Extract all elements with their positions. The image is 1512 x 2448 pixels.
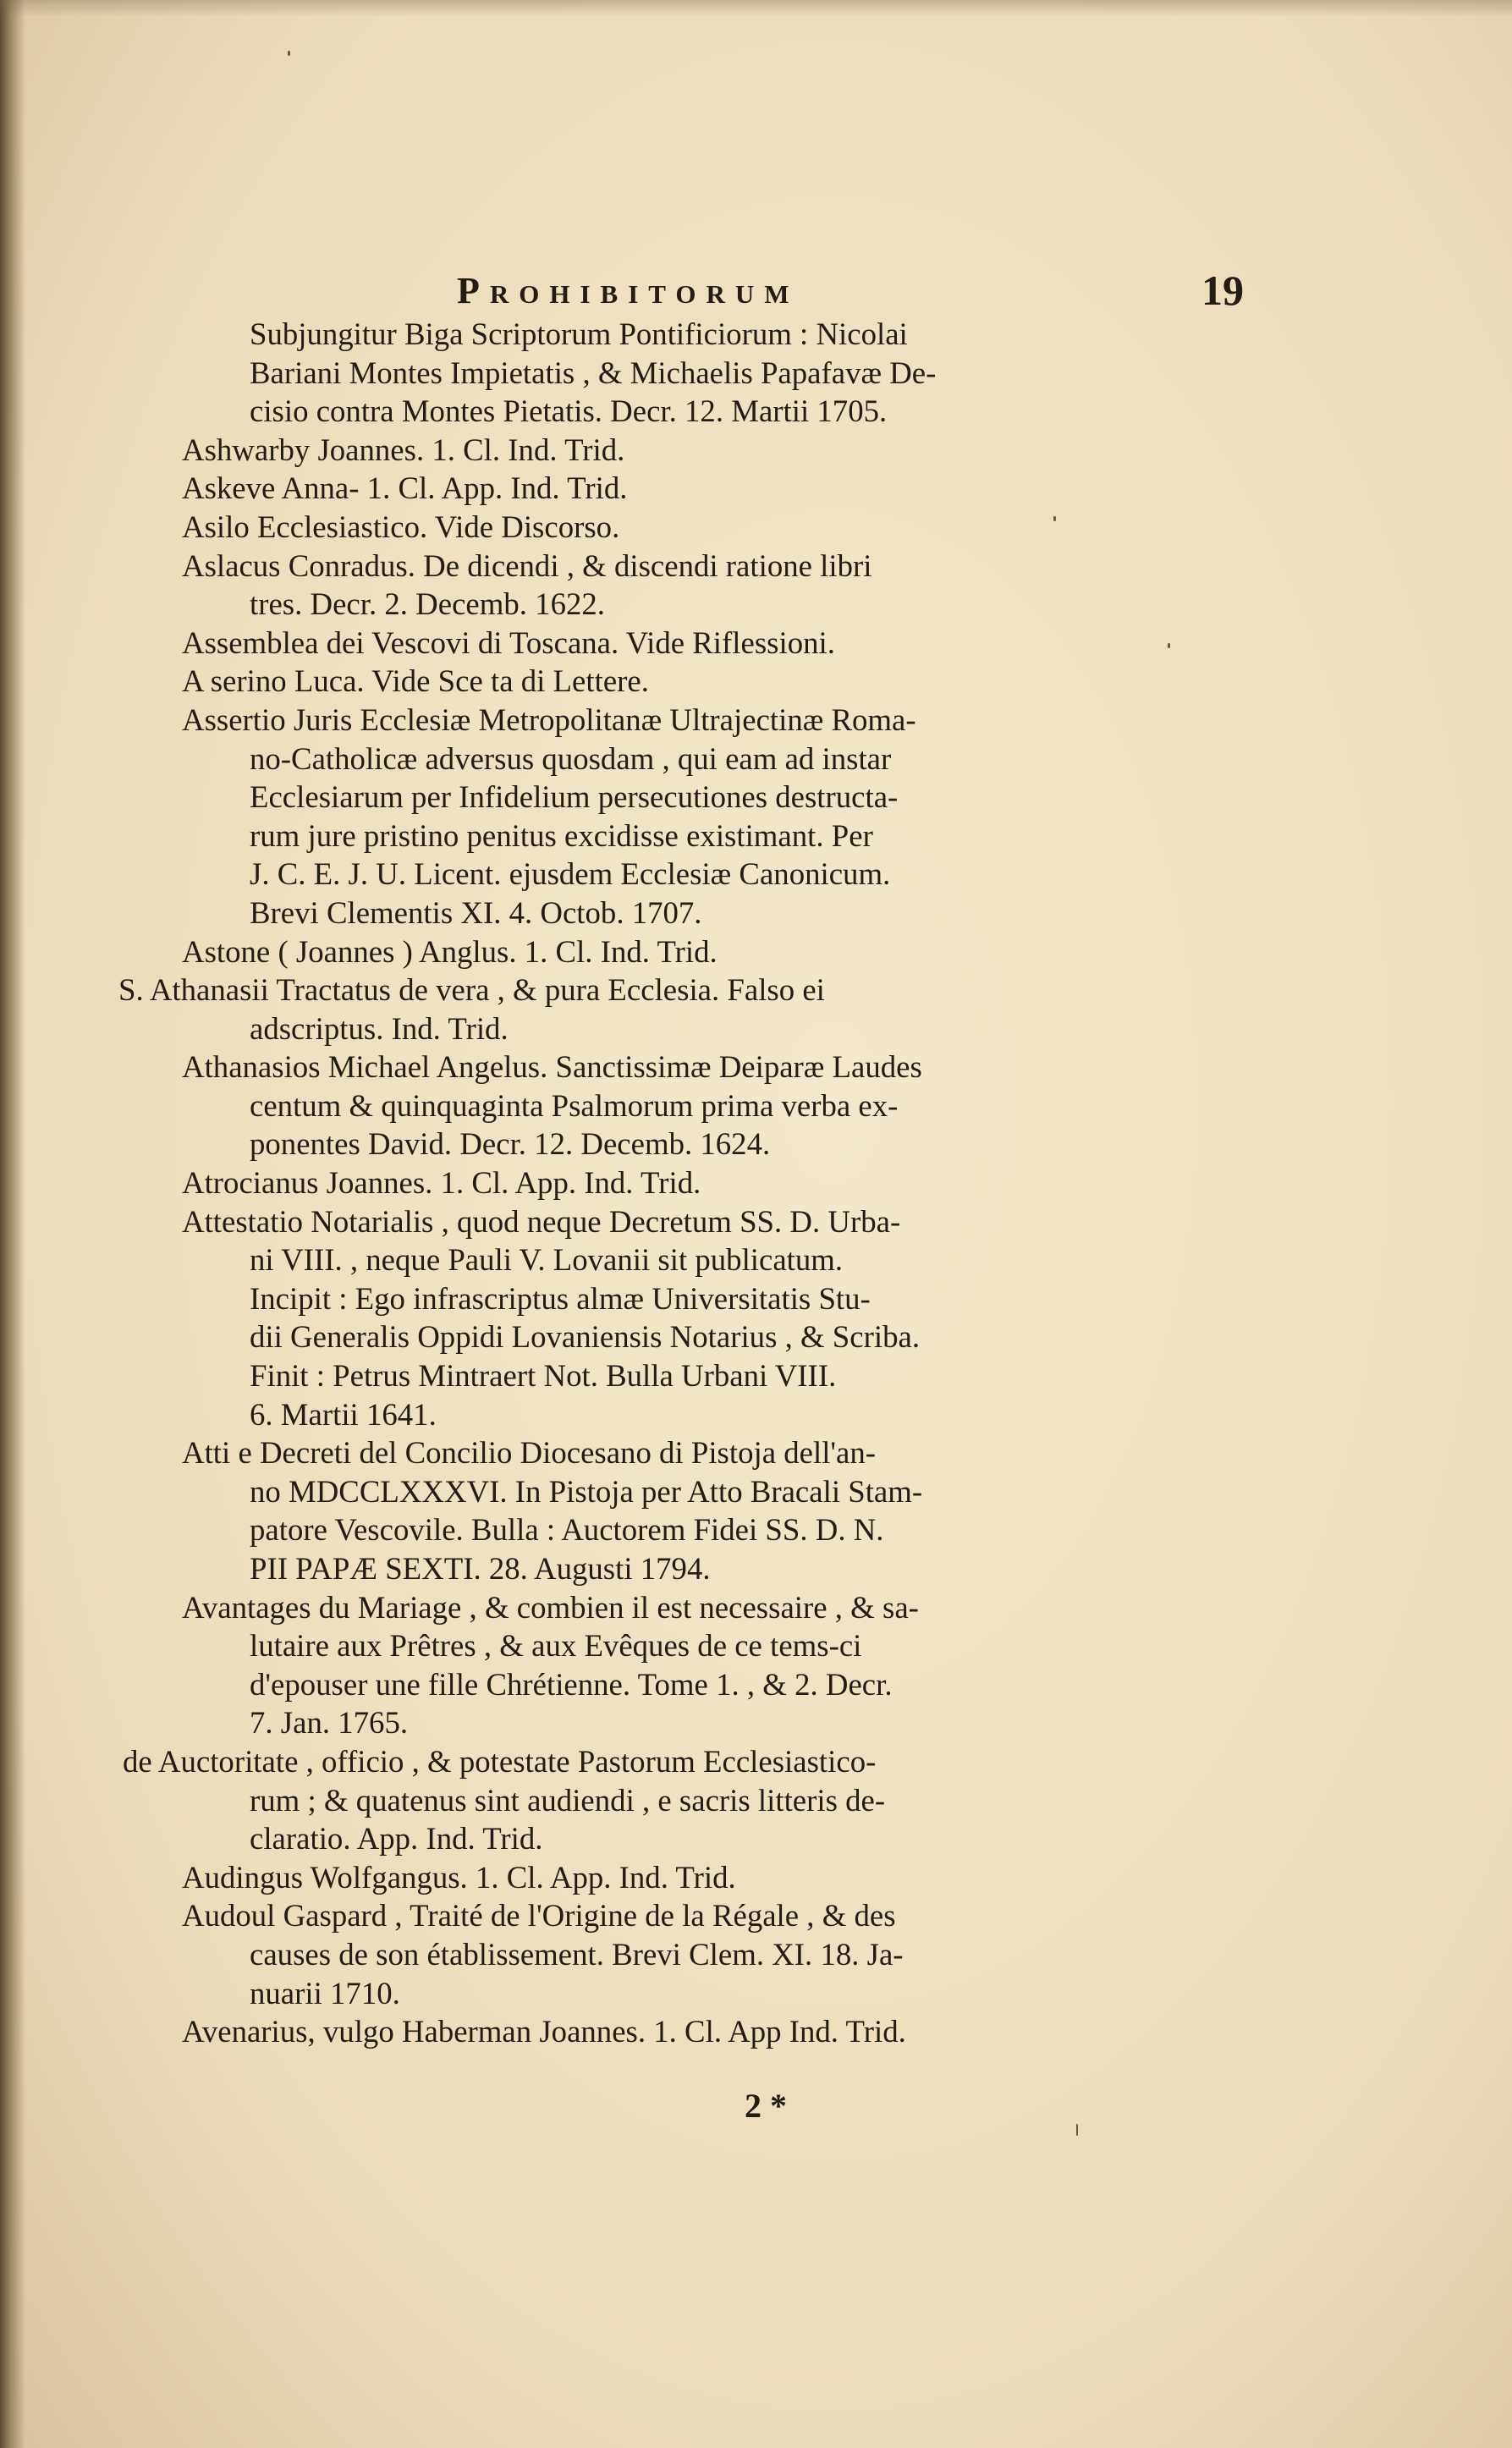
entry-line: patore Vescovile. Bulla : Auctorem Fidei SS. D. N.	[250, 1512, 884, 1548]
index-entry	[169, 1202, 1197, 1434]
index-entry	[169, 1588, 1197, 1742]
entry-line: de Auctoritate , officio , & potestate Pastorum Ecclesiastico-	[123, 1743, 877, 1779]
entry-line: ponentes David. Decr. 12. Decemb. 1624.	[250, 1126, 771, 1162]
entry-line: no-Catholicæ adversus quosdam , qui eam ad instar	[250, 740, 892, 776]
entry-line: Incipit : Ego infrascriptus almæ Universitatis Stu-	[250, 1280, 871, 1316]
paper-speck	[1168, 643, 1170, 648]
entry-line: tres. Decr. 2. Decemb. 1622.	[250, 586, 605, 622]
paper-speck	[1053, 516, 1056, 521]
index-entry	[169, 662, 1197, 701]
entry-line: rum ; & quatenus sint audiendi , e sacris litteris de-	[250, 1782, 886, 1818]
index-entry	[169, 469, 1197, 508]
entry-line: J. C. E. J. U. Licent. ejusdem Ecclesiæ Canonicum.	[250, 856, 891, 892]
entry-line: cisio contra Montes Pietatis. Decr. 12. Martii 1705.	[250, 393, 888, 429]
entry-line: d'epouser une fille Chrétienne. Tome 1. , & 2. Decr.	[250, 1666, 893, 1702]
entry-line: Subjungitur Biga Scriptorum Pontificiorum : Nicolai	[250, 316, 908, 351]
entry-line: nuarii 1710.	[250, 1975, 400, 2011]
entry-line: Avenarius, vulgo Haberman Joannes. 1. Cl. App Ind. Trid.	[182, 2014, 906, 2049]
entry-line: Atti e Decreti del Concilio Diocesano di Pistoja dell'an-	[182, 1435, 877, 1471]
index-entry	[169, 1433, 1197, 1587]
entry-line: rum jure pristino penitus excidisse existimant. Per	[250, 817, 873, 853]
entry-line: Assertio Juris Ecclesiæ Metropolitanæ Ultrajectinæ Roma-	[182, 701, 916, 737]
index-entry	[169, 508, 1197, 547]
index-entry	[169, 1896, 1197, 2012]
index-entries	[118, 315, 1197, 2051]
entry-line: A serino Luca. Vide Sce ta di Lettere.	[182, 663, 649, 699]
index-entry	[169, 2012, 1197, 2051]
entry-line: adscriptus. Ind. Trid.	[250, 1010, 509, 1046]
entry-line: no MDCCLXXXVI. In Pistoja per Atto Bracali Stam-	[250, 1473, 923, 1509]
page-header	[457, 269, 1244, 316]
entry-line: 6. Martii 1641.	[250, 1396, 437, 1432]
entry-line: Asilo Ecclesiastico. Vide Discorso.	[182, 509, 620, 544]
index-entry	[169, 701, 1197, 932]
index-entry	[118, 971, 1197, 1048]
paper-speck	[288, 51, 290, 56]
entry-line: Assemblea dei Vescovi di Toscana. Vide Riflessioni.	[182, 624, 835, 660]
entry-line: Atrocianus Joannes. 1. Cl. App. Ind. Trid.	[182, 1165, 701, 1201]
index-entry	[123, 1742, 1197, 1858]
index-entry	[169, 1163, 1197, 1202]
paper-speck	[1076, 2124, 1078, 2136]
index-entry	[169, 624, 1197, 663]
binding-shadow	[0, 0, 25, 2448]
entry-line: Audingus Wolfgangus. 1. Cl. App. Ind. Trid.	[182, 1859, 736, 1895]
entry-line: Attestatio Notarialis , quod neque Decretum SS. D. Urba-	[182, 1203, 901, 1239]
page-number: 19	[1201, 267, 1244, 314]
entry-line: ni VIII. , neque Pauli V. Lovanii sit publicatum.	[250, 1242, 844, 1278]
entry-line: 7. Jan. 1765.	[250, 1705, 409, 1741]
entry-line: Astone ( Joannes ) Anglus. 1. Cl. Ind. Trid.	[182, 933, 718, 969]
entry-line: S. Athanasii Tractatus de vera , & pura Ecclesia. Falso ei	[118, 972, 825, 1008]
index-entry	[169, 932, 1197, 971]
entry-line: Askeve Anna- 1. Cl. App. Ind. Trid.	[182, 470, 628, 506]
index-entry	[169, 315, 1197, 431]
entry-line: Ashwarby Joannes. 1. Cl. Ind. Trid.	[182, 432, 625, 467]
entry-line: lutaire aux Prêtres , & aux Evêques de ce tems-ci	[250, 1628, 862, 1664]
page-top-edge	[0, 0, 1512, 17]
entry-line: Avantages du Mariage , & combien il est necessaire , & sa-	[182, 1589, 919, 1625]
entry-line: claratio. App. Ind. Trid.	[250, 1821, 543, 1857]
entry-line: Ecclesiarum per Infidelium persecutiones destructa-	[250, 779, 899, 815]
index-entry	[169, 1858, 1197, 1897]
entry-line: Finit : Petrus Mintraert Not. Bulla Urbani VIII.	[250, 1358, 837, 1394]
entry-line: Athanasios Michael Angelus. Sanctissimæ Deiparæ Laudes	[182, 1049, 922, 1085]
signature-mark: 2 *	[745, 2087, 787, 2125]
entry-line: Aslacus Conradus. De dicendi , & discendi ratione libri	[182, 547, 872, 583]
entry-line: Brevi Clementis XI. 4. Octob. 1707.	[250, 894, 702, 930]
entry-line: causes de son établissement. Brevi Clem. XI. 18. Ja-	[250, 1936, 904, 1972]
running-head: Prohibitorum	[457, 270, 800, 311]
entry-line: Audoul Gaspard , Traité de l'Origine de la Régale , & des	[182, 1898, 896, 1934]
entry-line: dii Generalis Oppidi Lovaniensis Notarius , & Scriba.	[250, 1319, 921, 1355]
entry-line: centum & quinquaginta Psalmorum prima verba ex-	[250, 1087, 899, 1123]
index-entry	[169, 1048, 1197, 1163]
index-entry	[169, 431, 1197, 470]
entry-line: Bariani Montes Impietatis , & Michaelis Papafavæ De-	[250, 355, 937, 390]
index-entry	[169, 547, 1197, 624]
entry-line: PII PAPÆ SEXTI. 28. Augusti 1794.	[250, 1551, 711, 1586]
